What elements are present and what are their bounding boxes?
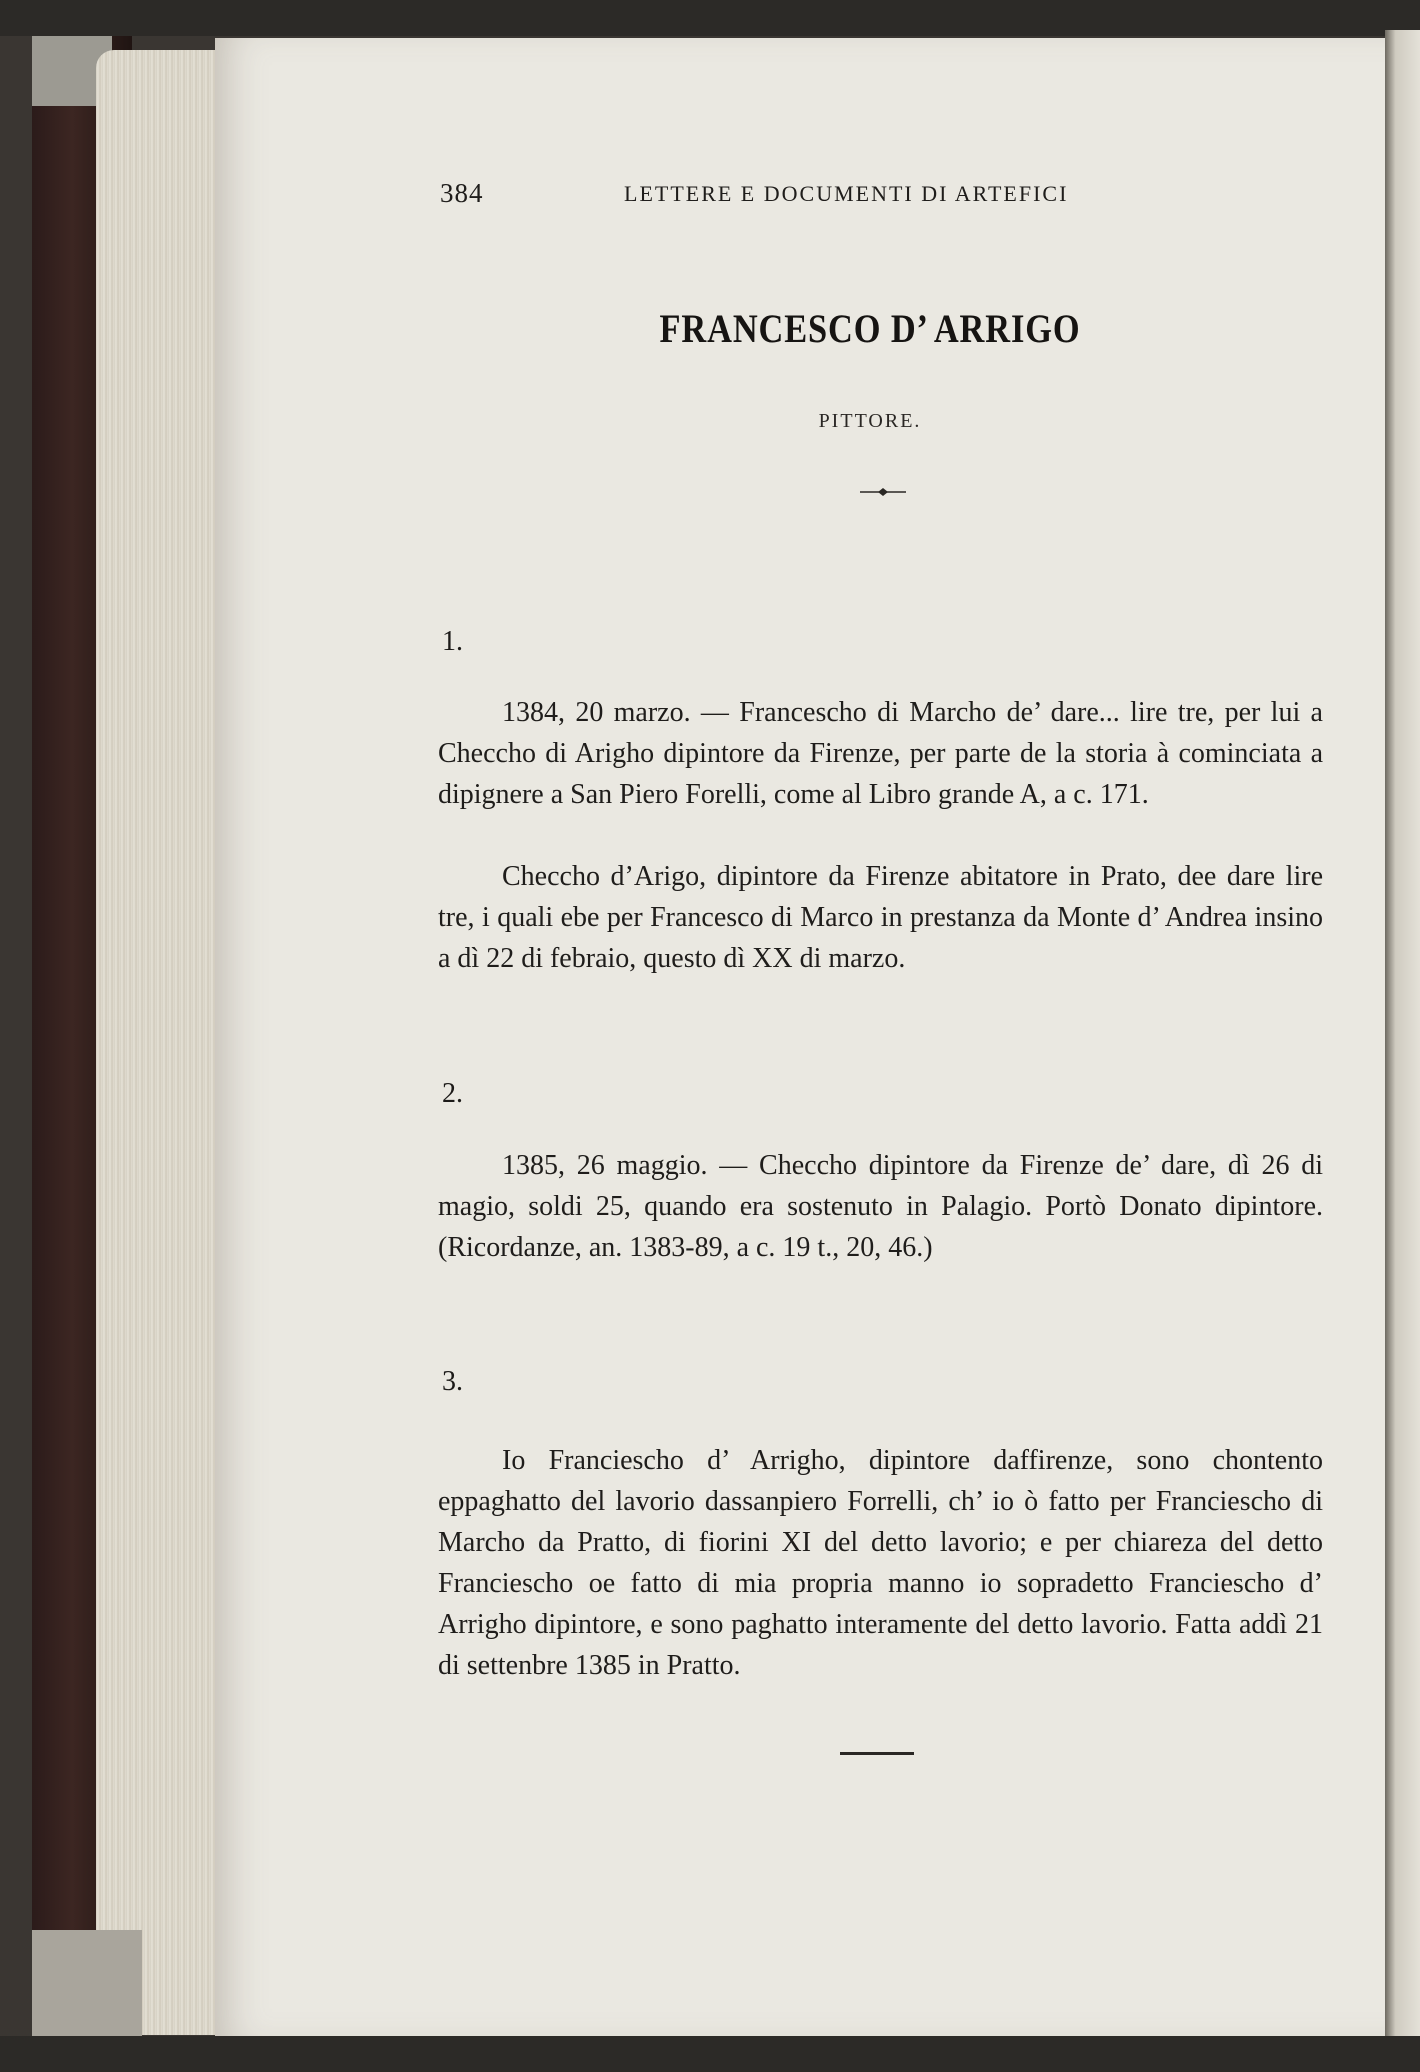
cover-corner-bottom	[32, 1930, 142, 2040]
paragraph-text: Io Franciescho d’ Arrigho, dipintore daffirenze, sono chontento eppaghatto del lavorio dassanpiero Forrelli, ch’ io ò fatto per Franciescho di Marcho da Pratto, di fiorini XI del detto lavorio; e per chiareza del detto Franciescho oe fatto di mia propria manno io sopradetto Franciescho d’ Arrigho dipintore, e sono paghatto interamente del detto lavorio. Fatta addì 21 di settenbre 1385 in Pratto.	[438, 1445, 1323, 1681]
section-3-paragraph-1	[438, 1440, 1323, 1686]
section-1-paragraph-1	[438, 692, 1323, 815]
running-title: LETTERE E DOCUMENTI DI ARTEFICI	[624, 181, 1069, 206]
section-number-3: 3.	[442, 1366, 463, 1397]
adjacent-page-edge	[1385, 30, 1420, 2040]
section-number-2: 2.	[442, 1078, 463, 1109]
paragraph-text: Checcho d’Arigo, dipintore da Firenze abitatore in Prato, dee dare lire tre, i quali ebe per Francesco di Marco in prestanza da Monte d’ Andrea insino a dì 22 di febraio, questo dì XX di marzo.	[438, 861, 1323, 974]
ornament-divider	[858, 487, 908, 497]
chapter-subtitle: PITTORE.	[818, 410, 922, 432]
section-2-paragraph-1	[438, 1145, 1323, 1268]
page-edges	[96, 50, 231, 2035]
chapter-title: FRANCESCO D’ ARRIGO	[659, 306, 1081, 351]
paragraph-text: 1385, 26 maggio. — Checcho dipintore da Firenze de’ dare, dì 26 di magio, soldi 25, quando era sostenuto in Palagio. Portò Donato dipintore. (Ricordanze, an. 1383-89, a c. 19 t., 20, 46.)	[438, 1150, 1323, 1263]
paragraph-text: 1384, 20 marzo. — Francescho di Marcho de’ dare... lire tre, per lui a Checcho di Arigho dipintore da Firenze, per parte de la storia à cominciata a dipignere a San Piero Forelli, come al Libro grande A, a c. 171.	[438, 697, 1323, 810]
scan-background-top	[0, 0, 1420, 36]
running-head	[440, 178, 1160, 218]
scan-background-bottom	[0, 2036, 1420, 2072]
section-number-1: 1.	[442, 626, 463, 657]
section-1-paragraph-2	[438, 856, 1323, 979]
page-number: 384	[440, 178, 484, 208]
end-rule	[840, 1752, 914, 1755]
